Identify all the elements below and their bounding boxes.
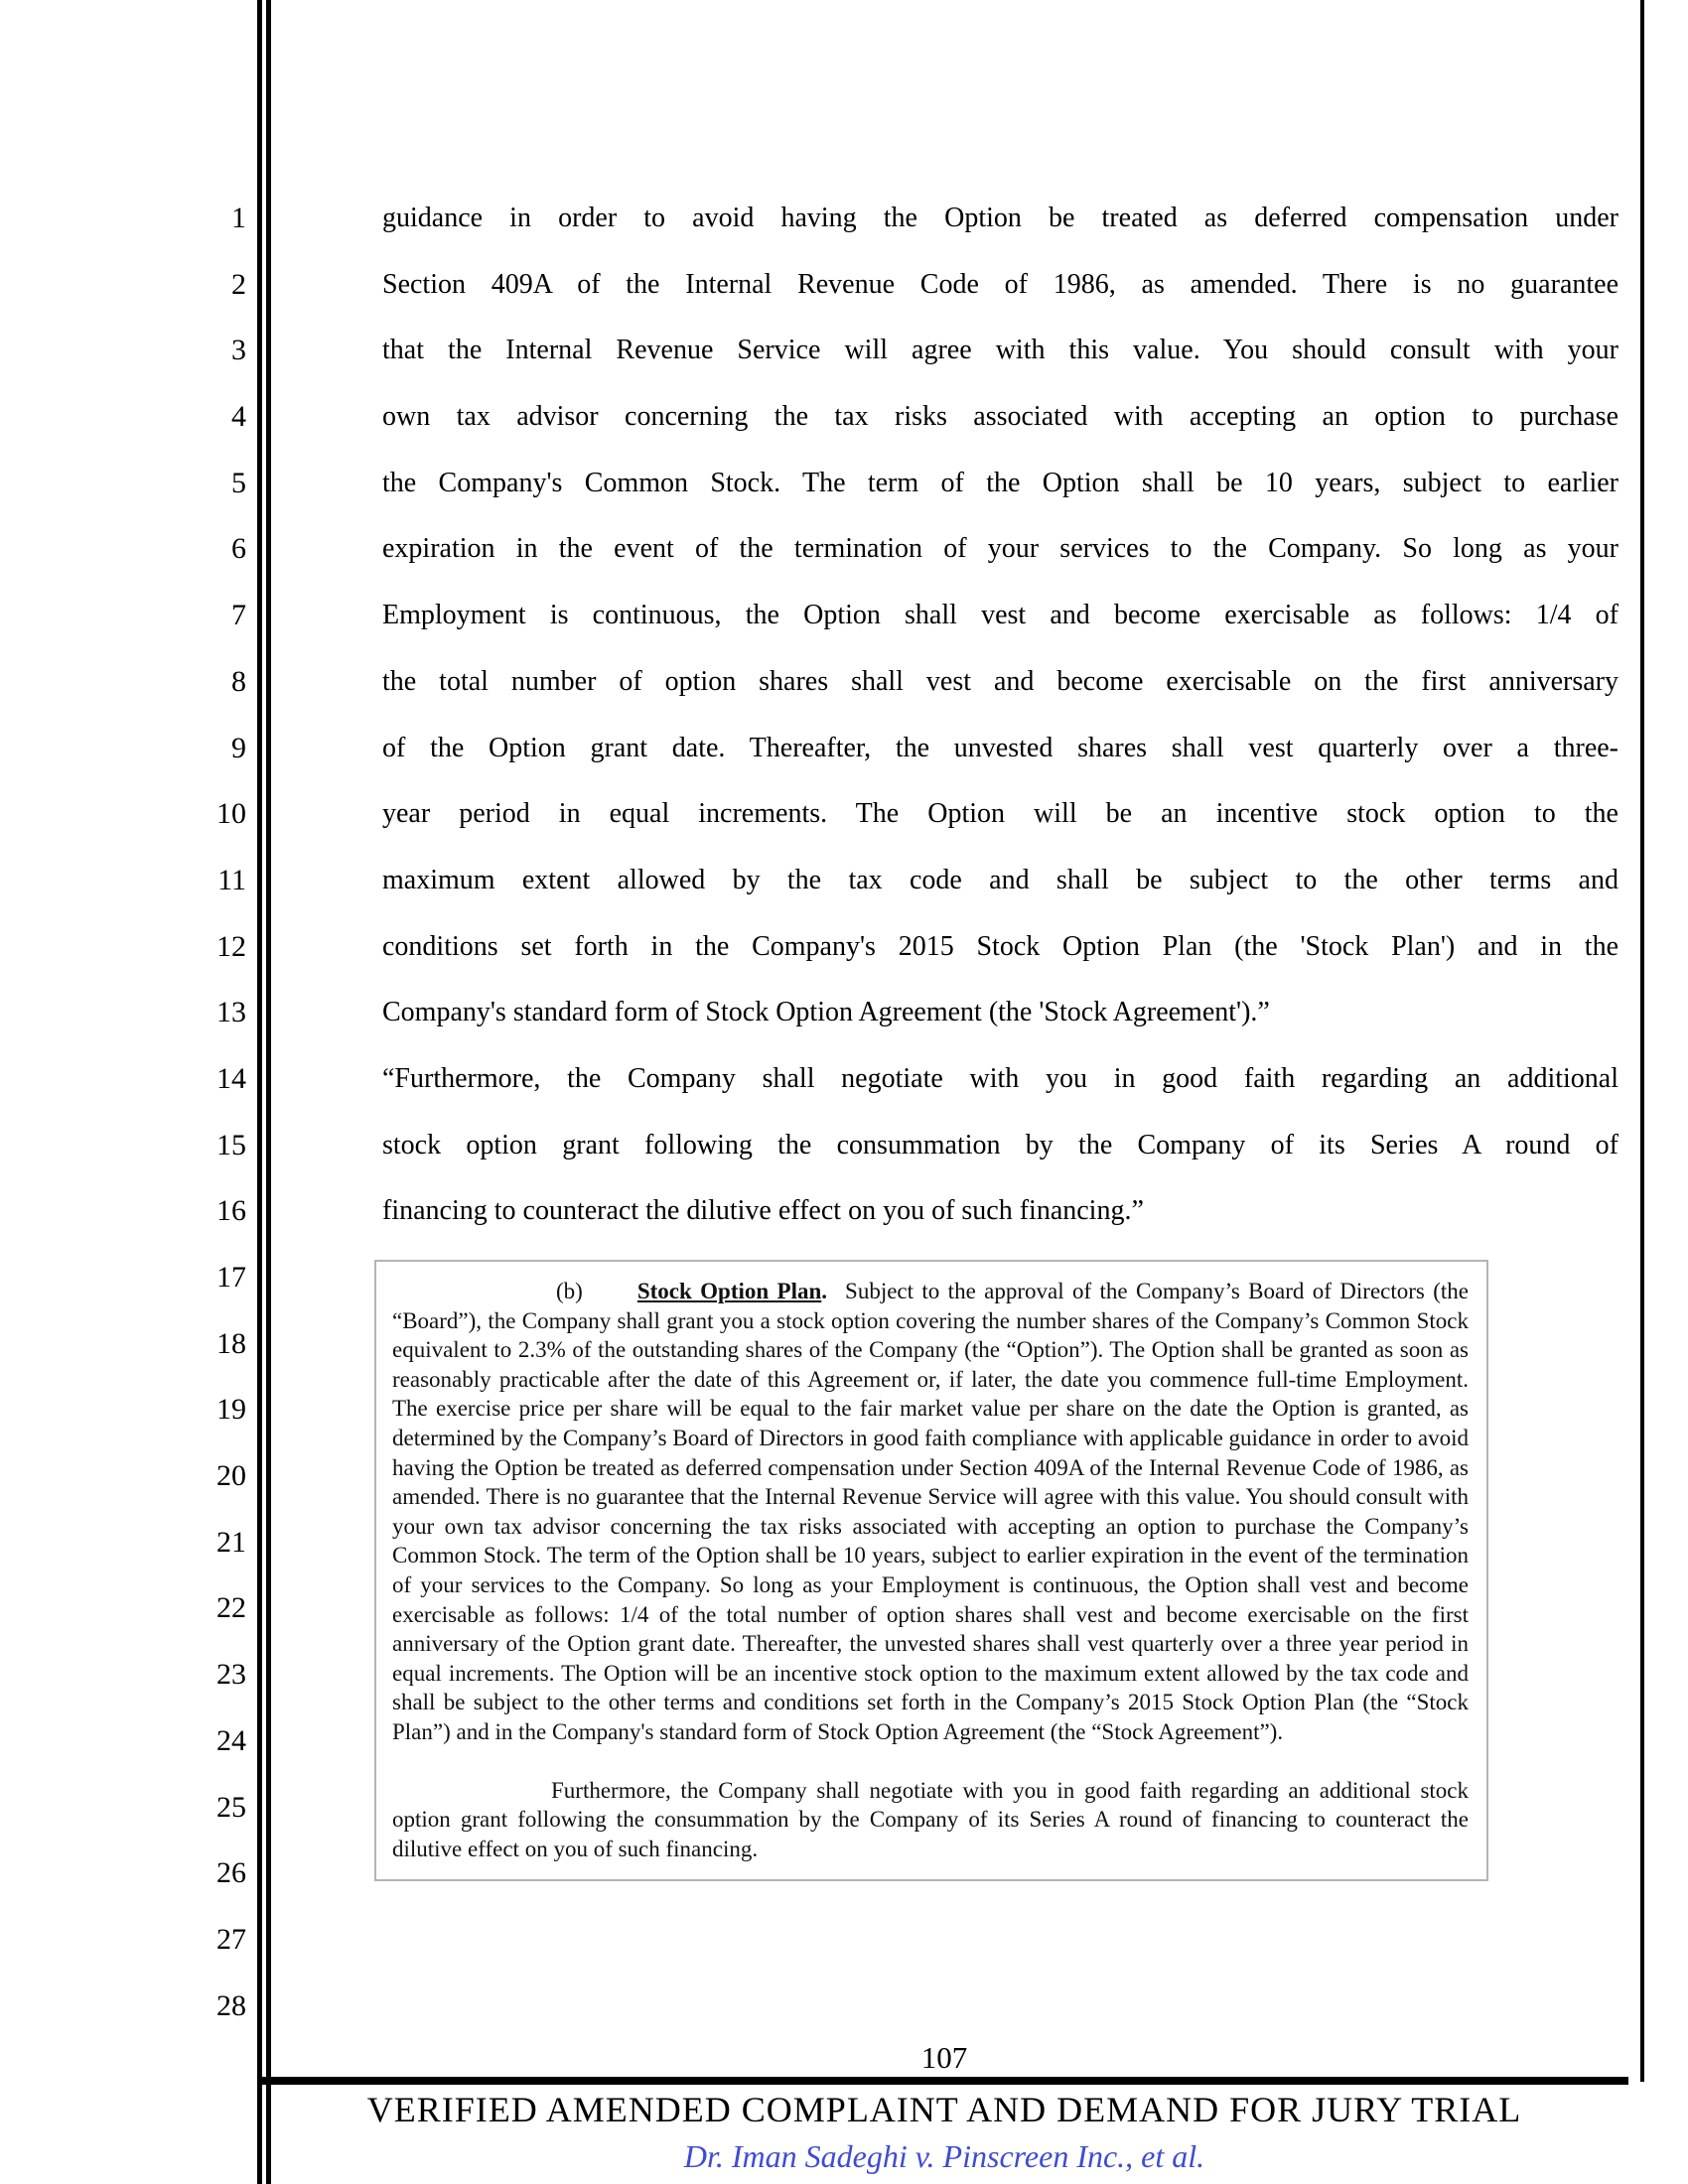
body-text-line	[382, 914, 1618, 981]
left-double-rule-outer	[257, 0, 262, 2184]
body-text-line-text: that the Internal Revenue Service will agree with this value. You should consult with your	[382, 335, 1618, 366]
line-number: 6	[231, 532, 246, 566]
exhibit-heading-punctuation: .	[821, 1279, 828, 1303]
line-number: 1	[231, 202, 246, 234]
exhibit-subsection-label: (b)	[556, 1279, 583, 1303]
exhibit-heading: Stock Option Plan	[636, 1279, 822, 1303]
body-text-line	[382, 649, 1618, 716]
body-text-line-text: year period in equal increments. The Option will be an incentive stock option to the	[382, 798, 1618, 830]
body-text-line-text: Employment is continuous, the Option shall vest and become exercisable as follows: 1/4 of	[382, 600, 1618, 631]
left-double-rule-inner	[266, 0, 271, 2184]
body-text-line	[382, 1113, 1618, 1179]
line-number-column	[0, 186, 246, 2039]
body-text-line-text: conditions set forth in the Company's 2015 Stock Option Plan (the 'Stock Plan') and in the	[382, 930, 1618, 962]
body-text-line	[382, 1178, 1618, 1245]
body-text-line-text: own tax advisor concerning the tax risks associated with accepting an option to purchase	[382, 401, 1618, 433]
body-text-line-text: Company's standard form of Stock Option Agreement (the 'Stock Agreement').”	[382, 997, 1270, 1028]
line-number: 20	[216, 1459, 246, 1493]
body-text-line	[382, 384, 1618, 451]
body-text-line	[382, 716, 1618, 782]
line-number: 18	[216, 1326, 246, 1360]
footer-case-caption: Dr. Iman Sadeghi v. Pinscreen Inc., et al.	[683, 2138, 1205, 2174]
body-text-line	[382, 516, 1618, 583]
line-number: 26	[216, 1856, 246, 1890]
line-number: 3	[231, 334, 246, 367]
line-number: 19	[216, 1393, 246, 1427]
line-number: 28	[216, 1988, 246, 2022]
body-text-line-text: Section 409A of the Internal Revenue Code of 1986, as amended. There is no guarantee	[382, 268, 1618, 300]
line-number: 22	[216, 1591, 246, 1625]
line-number: 10	[216, 797, 246, 831]
page-number: 107	[920, 2040, 968, 2075]
line-number: 16	[216, 1194, 246, 1228]
line-number: 24	[216, 1723, 246, 1757]
line-number: 25	[216, 1790, 246, 1824]
line-number: 14	[216, 1061, 246, 1095]
body-text-line	[382, 781, 1618, 848]
footer-rule	[260, 2077, 1628, 2085]
line-number: 27	[216, 1922, 246, 1956]
exhibit-paragraph-furthermore: Furthermore, the Company shall negotiate with you in good faith regarding an additional stock option grant following the consummation by the Company of its Series A round of financing to counteract the dilutive effect on you of such financing.	[392, 1777, 1469, 1861]
line-number: 21	[216, 1525, 246, 1559]
line-number: 4	[231, 400, 246, 434]
body-text-line	[382, 848, 1618, 914]
line-number: 23	[216, 1658, 246, 1692]
body-text-line	[382, 1046, 1618, 1113]
body-text-column	[382, 186, 1618, 1245]
body-text-line	[382, 318, 1618, 384]
body-text-line	[382, 980, 1618, 1046]
exhibit-paragraph-stock-option-plan	[392, 1277, 1469, 1747]
line-number: 2	[231, 267, 246, 301]
body-text-line	[382, 252, 1618, 319]
right-margin-rule	[1640, 0, 1644, 2082]
line-number: 5	[231, 466, 246, 499]
body-text-line-text: stock option grant following the consummation by the Company of its Series A round of	[382, 1129, 1618, 1160]
line-number: 7	[231, 599, 246, 632]
body-text-line-text: the total number of option shares shall vest and become exercisable on the first anniversary	[382, 665, 1618, 697]
line-number: 17	[216, 1261, 246, 1294]
body-text-line	[382, 451, 1618, 517]
body-text-line-text: guidance in order to avoid having the Option be treated as deferred compensation under	[382, 203, 1618, 233]
footer-document-title: VERIFIED AMENDED COMPLAINT AND DEMAND FOR JURY TRIAL	[366, 2090, 1522, 2129]
body-text-line-text: expiration in the event of the termination of your services to the Company. So long as your	[382, 533, 1618, 565]
line-number: 13	[216, 996, 246, 1029]
body-text-line-text: maximum extent allowed by the tax code and shall be subject to the other terms and	[382, 864, 1618, 895]
exhibit-paragraph-1-text: Subject to the approval of the Company’s Board of Directors (the “Board”), the Company shall grant you a stock option covering the number shares of the Company’s Common Stock equivalent to 2.3% of the outstanding shares of the Company (the “Option”). The Option shall be granted as soon as reasonably practicable after the date of this Agreement or, if later, the date you commence full-time Employment. The exercise price per share will be equal to the fair market value per share on the date the Option is granted, as determined by the Company’s Board of Directors in good faith compliance with applicable guidance in order to avoid having the Option be treated as deferred compensation under Section 409A of the Internal Revenue Code of 1986, as amended. There is no guarantee that the Internal Revenue Service will agree with this value. You should consult with your own tax advisor concerning the tax risks associated with accepting an option to purchase the Company’s Common Stock. The term of the Option shall be 10 years, subject to earlier expiration in the event of the termination of your services to the Company. So long as your Employment is continuous, the Option shall vest and become exercisable as follows: 1/4 of the total number of option shares shall vest and become exercisable on the first anniversary of the Option grant date. Thereafter, the unvested shares shall vest quarterly over a three year period in equal increments. The Option will be an incentive stock option to the maximum extent allowed by the tax code and shall be subject to the other terms and conditions set forth in the Company’s 2015 Stock Option Plan (the “Stock Plan”) and in the Company's standard form of Stock Option Agreement (the “Stock Agreement”).	[392, 1279, 1469, 1744]
line-number: 9	[231, 731, 246, 764]
body-text-line-text: the Company's Common Stock. The term of the Option shall be 10 years, subject to earlier	[382, 467, 1618, 498]
body-text-line-text: of the Option grant date. Thereafter, the unvested shares shall vest quarterly over a three-	[382, 732, 1618, 763]
exhibit-quote-box	[374, 1260, 1488, 1881]
body-text-line	[382, 583, 1618, 649]
line-number: 12	[216, 929, 246, 963]
body-text-line-text: financing to counteract the dilutive effect on you of such financing.”	[382, 1195, 1144, 1227]
line-number: 8	[231, 664, 246, 698]
line-number: 15	[216, 1128, 246, 1161]
body-text-line-text: “Furthermore, the Company shall negotiate with you in good faith regarding an additional	[382, 1062, 1618, 1094]
body-text-line	[382, 186, 1618, 252]
line-number: 11	[217, 863, 246, 896]
